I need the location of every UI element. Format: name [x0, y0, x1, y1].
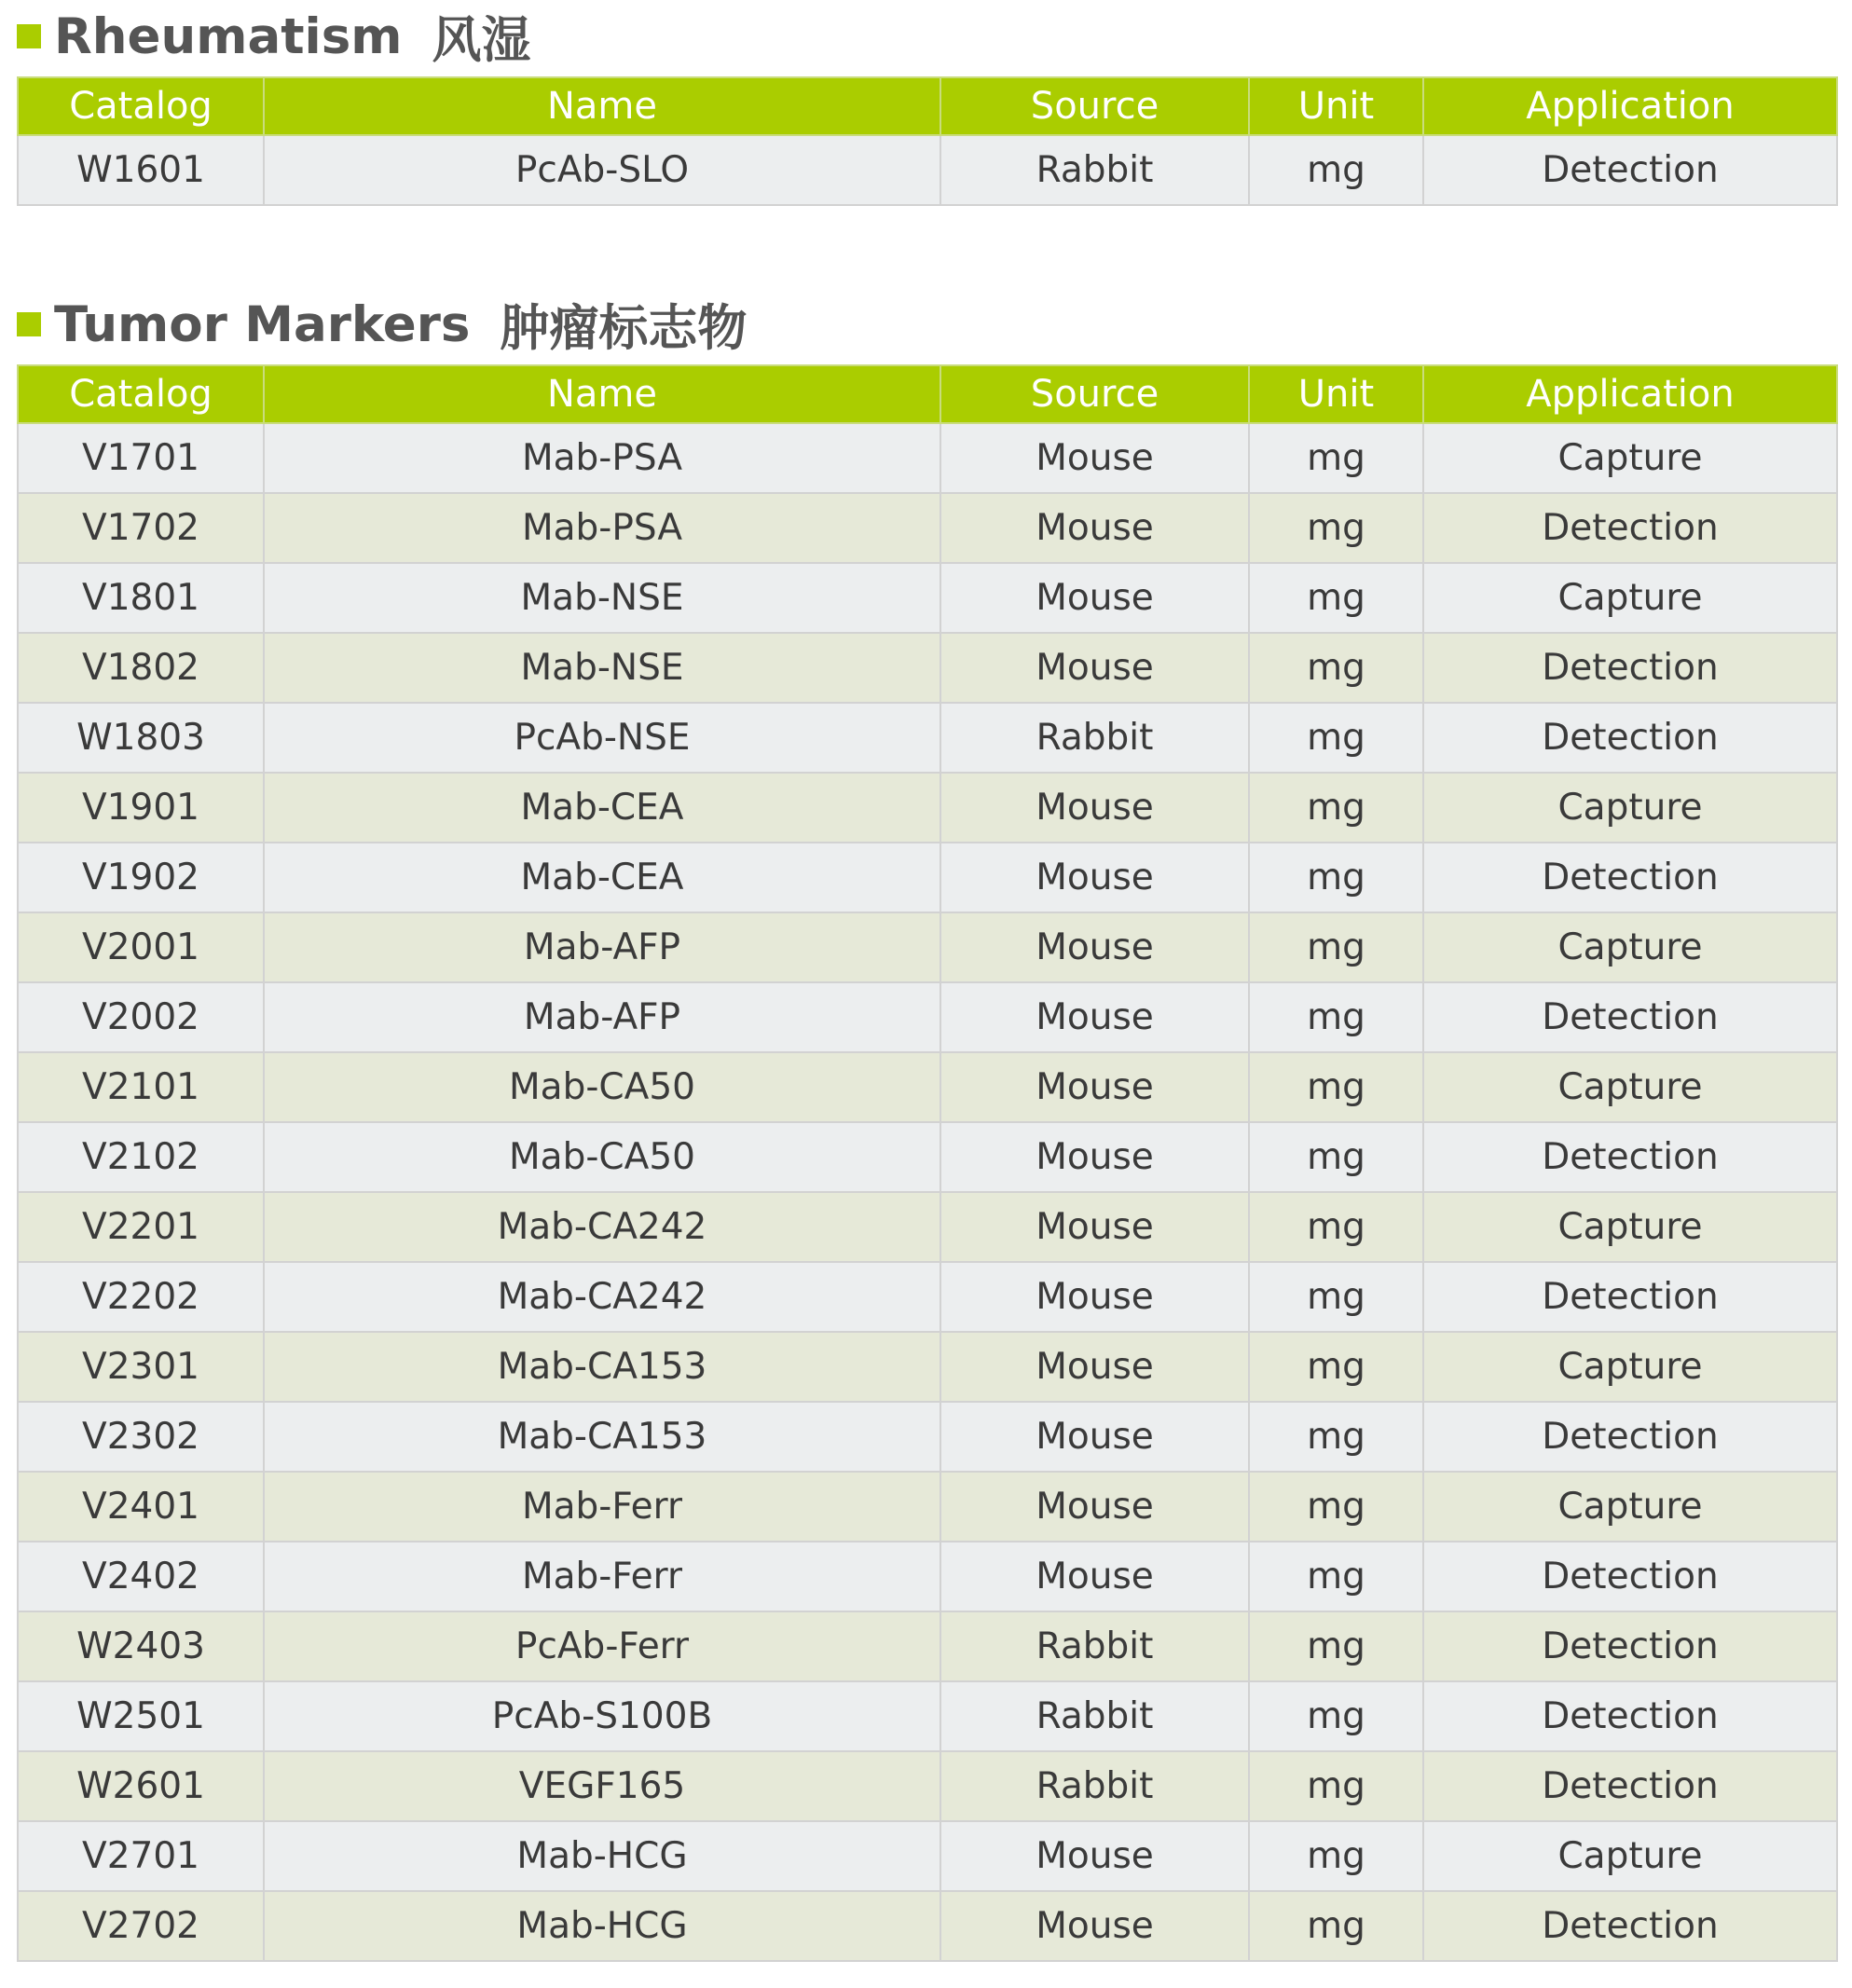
cell-name: Mab-Ferr — [264, 1542, 940, 1611]
cell-unit: mg — [1249, 1192, 1423, 1262]
cell-name: Mab-AFP — [264, 982, 940, 1052]
cell-source: Rabbit — [940, 1751, 1249, 1821]
cell-name: Mab-PSA — [264, 493, 940, 563]
table-row — [18, 563, 1837, 633]
cell-name: Mab-CA153 — [264, 1332, 940, 1402]
table-row — [18, 773, 1837, 843]
cell-application: Detection — [1423, 1891, 1837, 1961]
column-header-unit: Unit — [1249, 77, 1423, 135]
table-row — [18, 1192, 1837, 1262]
cell-unit: mg — [1249, 912, 1423, 982]
cell-application: Capture — [1423, 773, 1837, 843]
table-row — [18, 1821, 1837, 1891]
cell-application: Detection — [1423, 135, 1837, 205]
cell-application: Capture — [1423, 1052, 1837, 1122]
cell-unit: mg — [1249, 1681, 1423, 1751]
cell-source: Mouse — [940, 912, 1249, 982]
cell-unit: mg — [1249, 135, 1423, 205]
heading-square-icon — [17, 312, 41, 336]
cell-unit: mg — [1249, 703, 1423, 773]
cell-application: Capture — [1423, 1332, 1837, 1402]
cell-name: PcAb-NSE — [264, 703, 940, 773]
cell-unit: mg — [1249, 633, 1423, 703]
cell-catalog: V2201 — [18, 1192, 264, 1262]
cell-name: Mab-CEA — [264, 773, 940, 843]
cell-source: Mouse — [940, 982, 1249, 1052]
cell-source: Mouse — [940, 1052, 1249, 1122]
table-header-row — [18, 365, 1837, 423]
cell-catalog: V1701 — [18, 423, 264, 493]
cell-name: Mab-CA153 — [264, 1402, 940, 1472]
cell-catalog: V2302 — [18, 1402, 264, 1472]
cell-source: Mouse — [940, 1262, 1249, 1332]
cell-application: Capture — [1423, 563, 1837, 633]
cell-application: Detection — [1423, 1611, 1837, 1681]
cell-unit: mg — [1249, 1262, 1423, 1332]
cell-application: Detection — [1423, 633, 1837, 703]
cell-catalog: V1902 — [18, 843, 264, 912]
cell-unit: mg — [1249, 982, 1423, 1052]
cell-source: Mouse — [940, 493, 1249, 563]
cell-catalog: V2402 — [18, 1542, 264, 1611]
cell-unit: mg — [1249, 1122, 1423, 1192]
cell-source: Mouse — [940, 843, 1249, 912]
section-title-cn: 肿瘤标志物 — [500, 300, 748, 357]
cell-name: Mab-AFP — [264, 912, 940, 982]
tumor-markers-table — [17, 364, 1838, 1962]
cell-catalog: V2001 — [18, 912, 264, 982]
column-header-name: Name — [264, 365, 940, 423]
cell-source: Mouse — [940, 423, 1249, 493]
table-row — [18, 135, 1837, 205]
cell-name: Mab-PSA — [264, 423, 940, 493]
cell-source: Rabbit — [940, 135, 1249, 205]
table-row — [18, 1891, 1837, 1961]
table-row — [18, 1472, 1837, 1542]
cell-application: Detection — [1423, 493, 1837, 563]
table-row — [18, 493, 1837, 563]
cell-source: Rabbit — [940, 1681, 1249, 1751]
cell-catalog: V2101 — [18, 1052, 264, 1122]
cell-unit: mg — [1249, 843, 1423, 912]
table-row — [18, 1262, 1837, 1332]
cell-source: Mouse — [940, 773, 1249, 843]
section-heading-tumor-markers — [17, 292, 747, 357]
cell-name: Mab-CA50 — [264, 1122, 940, 1192]
cell-unit: mg — [1249, 563, 1423, 633]
cell-name: Mab-CA242 — [264, 1192, 940, 1262]
cell-application: Detection — [1423, 1262, 1837, 1332]
column-header-source: Source — [940, 77, 1249, 135]
cell-unit: mg — [1249, 493, 1423, 563]
cell-unit: mg — [1249, 1402, 1423, 1472]
cell-catalog: V1802 — [18, 633, 264, 703]
cell-unit: mg — [1249, 1542, 1423, 1611]
cell-name: Mab-NSE — [264, 563, 940, 633]
cell-application: Detection — [1423, 703, 1837, 773]
cell-catalog: V2002 — [18, 982, 264, 1052]
cell-unit: mg — [1249, 1332, 1423, 1402]
table-row — [18, 1611, 1837, 1681]
table-row — [18, 1402, 1837, 1472]
cell-unit: mg — [1249, 423, 1423, 493]
section-title-en: Rheumatism — [54, 7, 403, 65]
cell-name: Mab-Ferr — [264, 1472, 940, 1542]
cell-application: Detection — [1423, 1542, 1837, 1611]
cell-application: Capture — [1423, 423, 1837, 493]
rheumatism-table — [17, 76, 1838, 206]
table-row — [18, 423, 1837, 493]
cell-catalog: V1801 — [18, 563, 264, 633]
cell-source: Mouse — [940, 633, 1249, 703]
cell-name: Mab-CA50 — [264, 1052, 940, 1122]
cell-source: Mouse — [940, 1332, 1249, 1402]
cell-application: Capture — [1423, 1192, 1837, 1262]
table-row — [18, 843, 1837, 912]
cell-source: Mouse — [940, 1891, 1249, 1961]
table-row — [18, 703, 1837, 773]
cell-name: Mab-NSE — [264, 633, 940, 703]
cell-name: PcAb-S100B — [264, 1681, 940, 1751]
cell-catalog: V1901 — [18, 773, 264, 843]
cell-unit: mg — [1249, 1052, 1423, 1122]
cell-application: Detection — [1423, 982, 1837, 1052]
cell-source: Mouse — [940, 1472, 1249, 1542]
column-header-catalog: Catalog — [18, 77, 264, 135]
table-row — [18, 1122, 1837, 1192]
heading-square-icon — [17, 24, 41, 48]
cell-application: Capture — [1423, 1472, 1837, 1542]
table-row — [18, 1052, 1837, 1122]
column-header-application: Application — [1423, 365, 1837, 423]
table-header-row — [18, 77, 1837, 135]
cell-catalog: V2401 — [18, 1472, 264, 1542]
cell-name: Mab-CEA — [264, 843, 940, 912]
cell-catalog: W2601 — [18, 1751, 264, 1821]
cell-catalog: V1702 — [18, 493, 264, 563]
cell-source: Mouse — [940, 563, 1249, 633]
cell-application: Detection — [1423, 1751, 1837, 1821]
section-heading-rheumatism — [17, 4, 530, 69]
cell-source: Mouse — [940, 1122, 1249, 1192]
table-row — [18, 1681, 1837, 1751]
table-row — [18, 1332, 1837, 1402]
cell-application: Detection — [1423, 1402, 1837, 1472]
cell-unit: mg — [1249, 1472, 1423, 1542]
cell-catalog: W2501 — [18, 1681, 264, 1751]
cell-source: Mouse — [940, 1192, 1249, 1262]
cell-unit: mg — [1249, 1751, 1423, 1821]
cell-source: Mouse — [940, 1542, 1249, 1611]
table-row — [18, 982, 1837, 1052]
cell-application: Detection — [1423, 1681, 1837, 1751]
cell-catalog: V2202 — [18, 1262, 264, 1332]
cell-catalog: V2301 — [18, 1332, 264, 1402]
cell-source: Mouse — [940, 1821, 1249, 1891]
cell-name: Mab-HCG — [264, 1821, 940, 1891]
cell-name: Mab-HCG — [264, 1891, 940, 1961]
column-header-catalog: Catalog — [18, 365, 264, 423]
column-header-source: Source — [940, 365, 1249, 423]
table-row — [18, 1751, 1837, 1821]
cell-application: Detection — [1423, 843, 1837, 912]
cell-name: PcAb-SLO — [264, 135, 940, 205]
section-title-cn: 风湿 — [432, 12, 531, 69]
column-header-application: Application — [1423, 77, 1837, 135]
cell-unit: mg — [1249, 1891, 1423, 1961]
cell-source: Rabbit — [940, 703, 1249, 773]
table-row — [18, 1542, 1837, 1611]
cell-name: VEGF165 — [264, 1751, 940, 1821]
cell-source: Mouse — [940, 1402, 1249, 1472]
cell-catalog: V2102 — [18, 1122, 264, 1192]
column-header-name: Name — [264, 77, 940, 135]
cell-application: Capture — [1423, 912, 1837, 982]
cell-catalog: W1803 — [18, 703, 264, 773]
cell-application: Detection — [1423, 1122, 1837, 1192]
cell-name: Mab-CA242 — [264, 1262, 940, 1332]
cell-catalog: V2702 — [18, 1891, 264, 1961]
cell-source: Rabbit — [940, 1611, 1249, 1681]
cell-application: Capture — [1423, 1821, 1837, 1891]
cell-unit: mg — [1249, 1611, 1423, 1681]
table-row — [18, 633, 1837, 703]
cell-unit: mg — [1249, 1821, 1423, 1891]
cell-unit: mg — [1249, 773, 1423, 843]
cell-catalog: V2701 — [18, 1821, 264, 1891]
table-row — [18, 912, 1837, 982]
cell-name: PcAb-Ferr — [264, 1611, 940, 1681]
cell-catalog: W1601 — [18, 135, 264, 205]
section-title-en: Tumor Markers — [54, 295, 471, 353]
cell-catalog: W2403 — [18, 1611, 264, 1681]
column-header-unit: Unit — [1249, 365, 1423, 423]
